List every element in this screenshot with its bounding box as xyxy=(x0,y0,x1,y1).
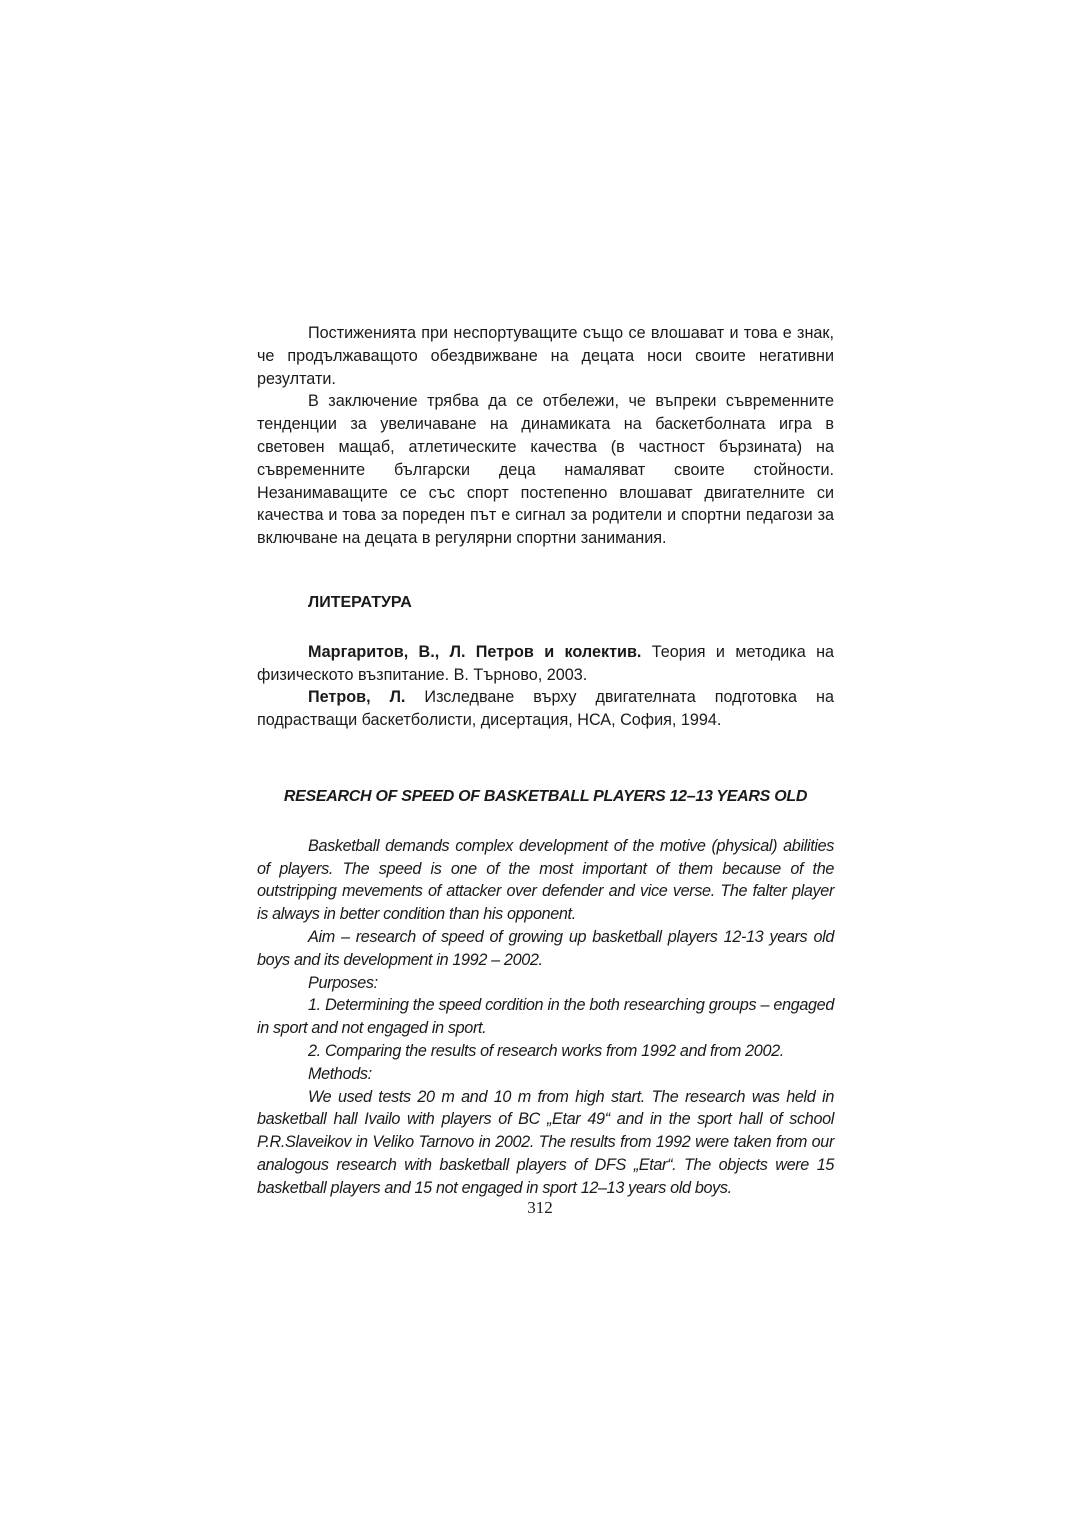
reference-item xyxy=(257,686,834,732)
page-number: 312 xyxy=(527,1198,553,1217)
paragraph: We used tests 20 m and 10 m from high start. The research was held in basketball hall Ivailo with players of BC „Etar 49“ and in the sport hall of school P.R.Slaveikov in Veliko Tarnovo in 2002. The results from 1992 were taken from our analogous research with basketball players of DFS „Etar“. The objects were 15 basketball players and 15 not engaged in sport 12–13 years old boys. xyxy=(257,1087,834,1197)
reference-text: Изследване върху двигателната подготовка на подрастващи баскетболисти, дисертация, НСА, София, 1994. xyxy=(257,688,834,730)
paragraph: 1. Determining the speed cordition in the both researching groups – engaged in sport and not engaged in sport. xyxy=(257,996,834,1038)
english-summary-title: RESEARCH OF SPEED OF BASKETBALL PLAYERS 12–13 YEARS OLD xyxy=(283,787,808,805)
reference-authors: Маргаритов, В., Л. Петров и колектив. xyxy=(308,642,642,661)
paragraph: Purposes: xyxy=(308,973,378,992)
references-heading: ЛИТЕРАТУРА xyxy=(308,593,412,611)
reference-authors: Петров, Л. xyxy=(308,688,406,707)
page-body xyxy=(257,322,834,1200)
paragraph: В заключение трябва да се отбележи, че въпреки съвременните тенденции за увеличаване на динамиката на баскетболната игра в световен мащаб, атлетическите качества (в частност бързината) на съвременните български деца намаляват своите стойности. Незанимаващите се със спорт постепенно влошават двигателните си качества и това за пореден път е сигнал за родители и спортни педагози за включване на децата в регулярни спортни занимания. xyxy=(257,392,834,548)
reference-item xyxy=(257,641,834,687)
paragraph: Постиженията при неспортуващите също се влошават и това е знак, че продължаващото обездвижване на децата носи своите негативни резултати. xyxy=(257,324,834,388)
paragraph: Methods: xyxy=(308,1064,372,1083)
paragraph: 2. Comparing the results of research works from 1992 and from 2002. xyxy=(308,1041,784,1060)
references-list xyxy=(257,641,834,732)
english-summary xyxy=(257,835,834,1200)
paragraph: Basketball demands complex development of the motive (physical) abilities of players. The speed is one of the most important of them because of the outstripping mevements of attacker over defender and vice verse. The falter player is always in better condition than his opponent. xyxy=(257,836,834,924)
reference-text: Теория и методика на физическото възпитание. В. Търново, 2003. xyxy=(257,642,835,684)
paragraph: Aim – research of speed of growing up basketball players 12-13 years old boys and its development in 1992 – 2002. xyxy=(257,927,834,969)
bulgarian-conclusion xyxy=(257,322,834,550)
